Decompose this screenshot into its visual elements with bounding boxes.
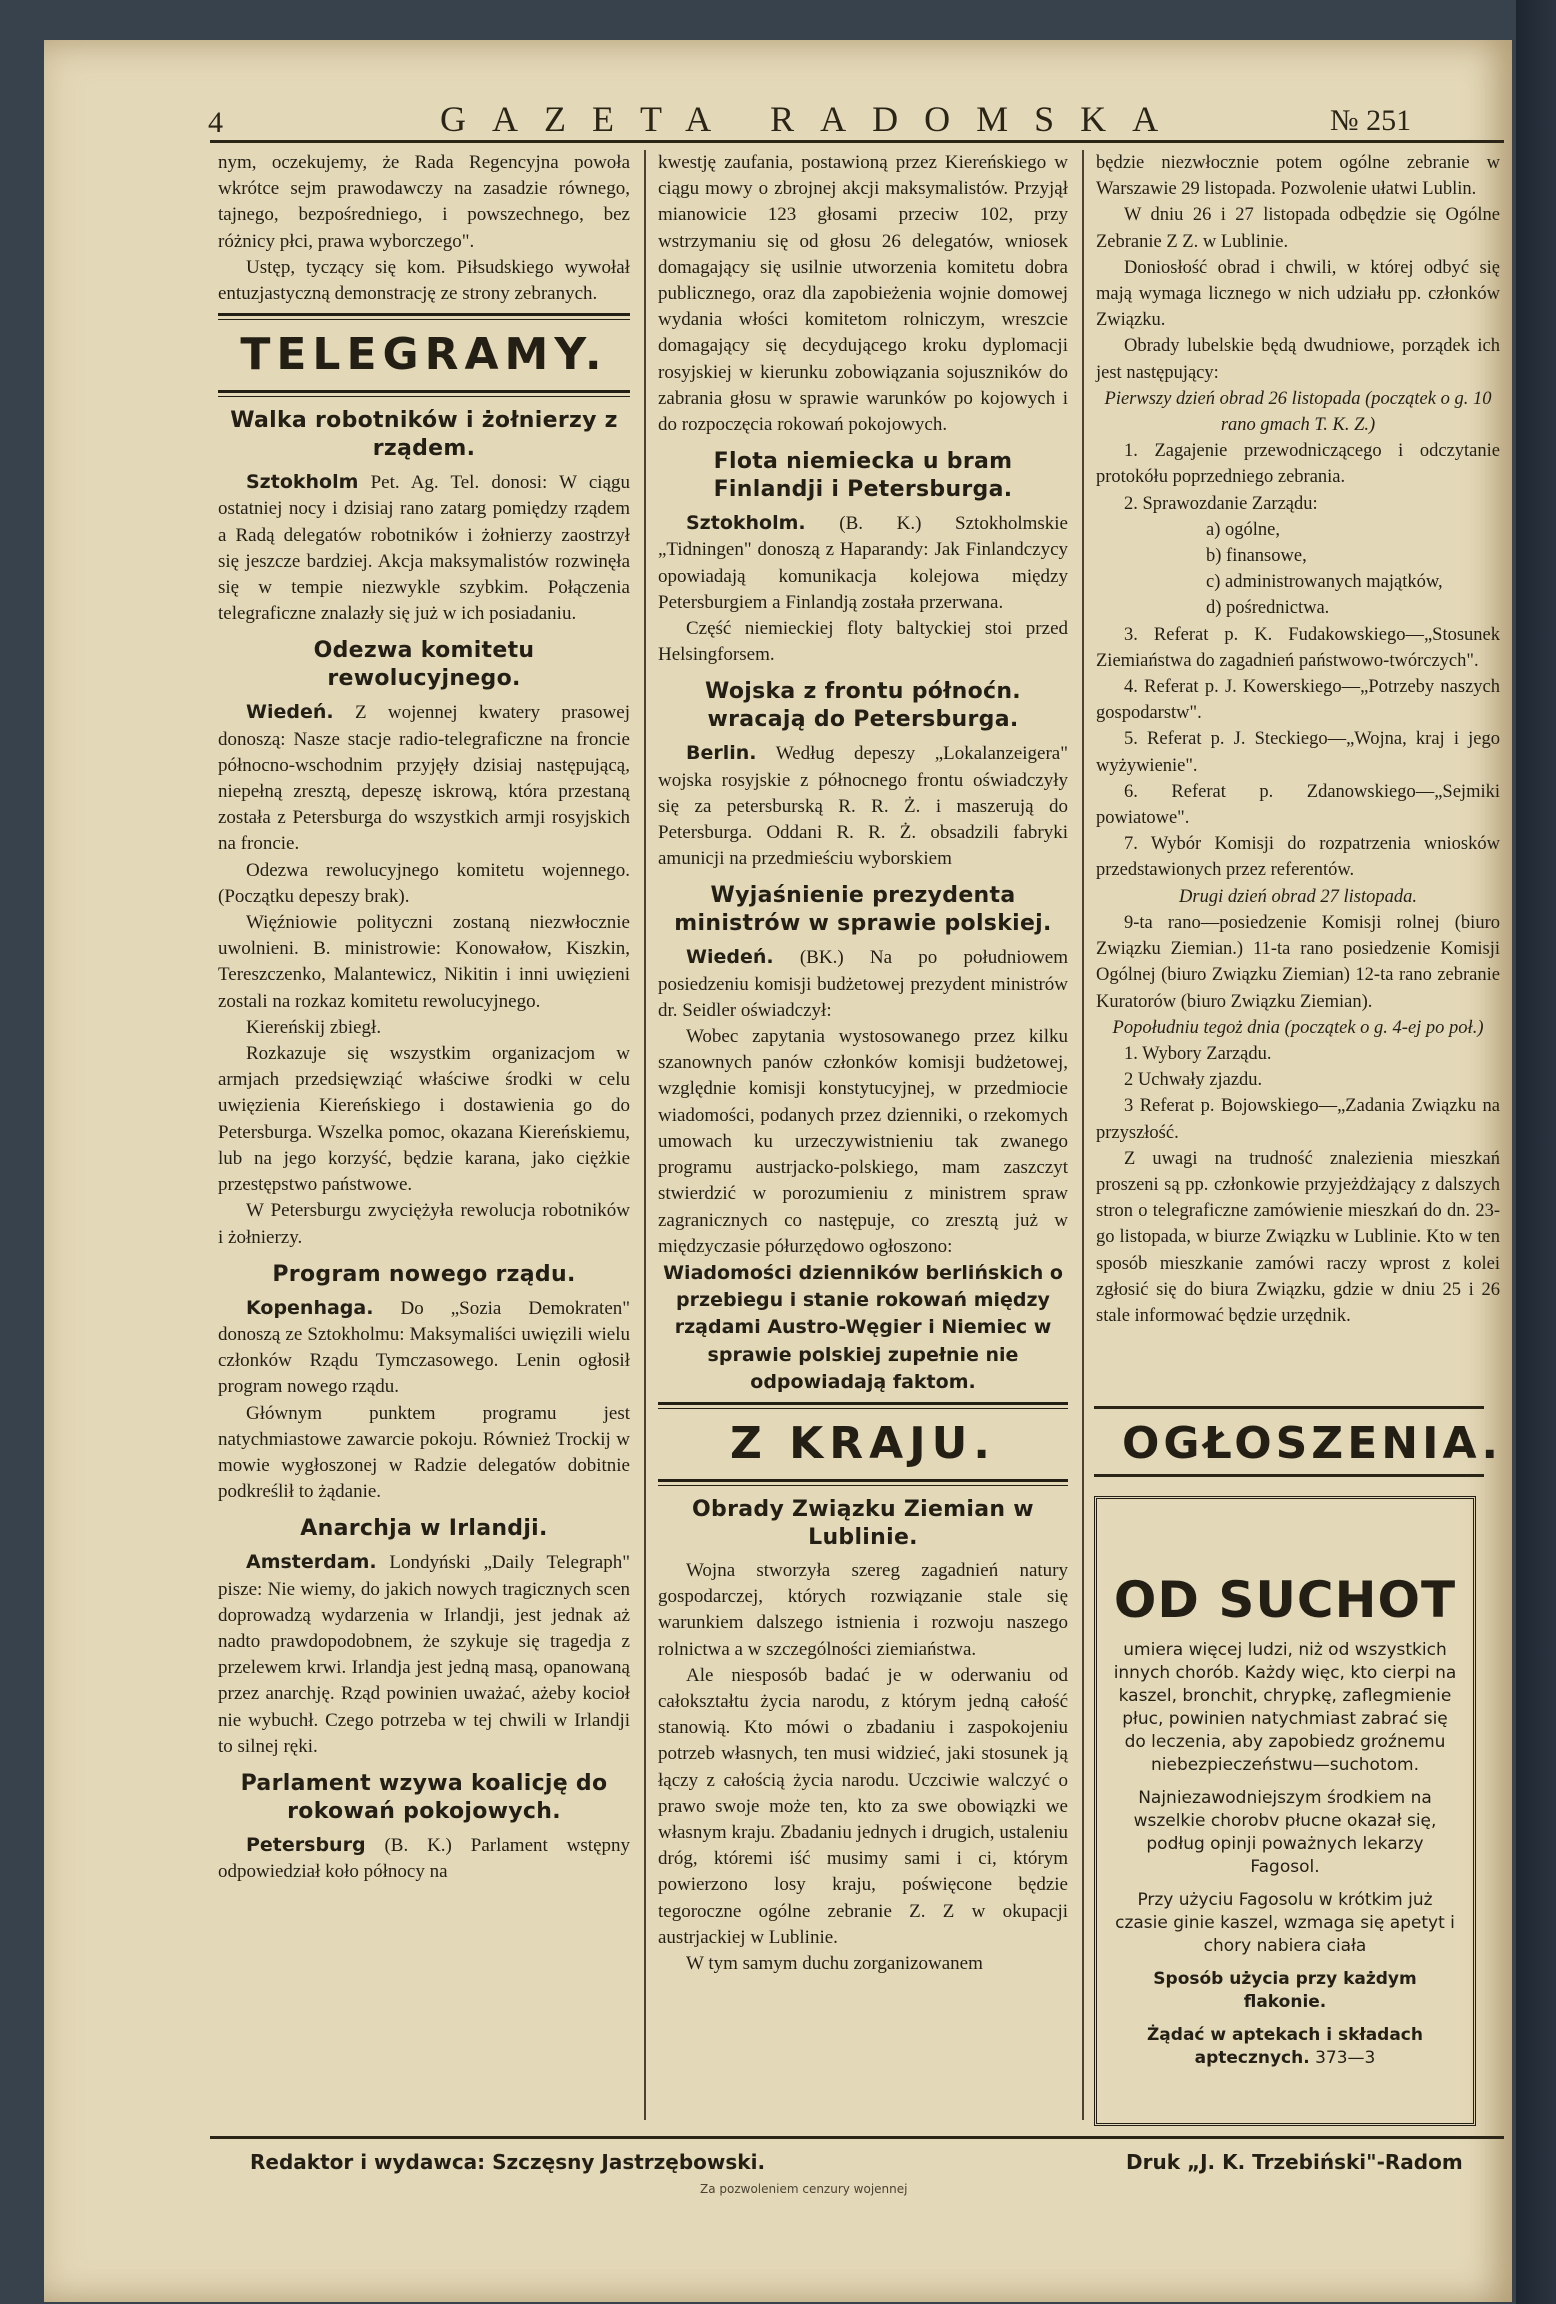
issue-number: № 251 [1330, 104, 1412, 137]
article-text: W dniu 26 i 27 listopada odbędzie się Ogólne Zebranie Z Z. w Lublinie. [1096, 205, 1500, 252]
agenda-day-2: Drugi dzień obrad 27 listopada. [1179, 886, 1417, 907]
advertisement-fagosol [1094, 1496, 1476, 2126]
column-divider-2 [1082, 150, 1084, 2120]
agenda-item: 3. Referat p. K. Fudakowskiego—„Stosunek Ziemiaństwa do zagadnień państwowo-twórczych". [1096, 624, 1500, 671]
article-text: Rozkazuje się wszystkim organizacjom w armjach przedsięwziąć właściwe środki w celu uwięzienia Kiereńskiego i dostawienia go do Petersburga. Wszelka pomoc, okazana Kiereńskiemu, lub na jego korzyść, będzie karana, jako ciężkie przestępstwo państwowe. [218, 1043, 630, 1196]
ad-text: umiera więcej ludzi, niż od wszystkich innych chorób. Każdy więc, kto cierpi na kaszel, bronchit, chrypkę, zaflegmienie płuc, powinien natychmiast zabrać się do leczenia, aby zapobiedz groźnemu niebezpieczeństwu—suchotom. [1113, 1640, 1457, 1775]
dateline: Sztokholm [246, 471, 359, 494]
ad-text: Przy użyciu Fagosolu w krótkim już czasie ginie kaszel, wzmaga się apetyt i chory nabiera ciała [1115, 1890, 1455, 1956]
ad-code: 373—3 [1315, 2048, 1376, 2068]
article-title: Flota niemiecka u bram Finlandji i Petersburga. [713, 449, 1013, 503]
censor-note: Za pozwoleniem cenzury wojennej [700, 2182, 908, 2196]
article-text: Wojna stworzyła szereg zagadnień natury gospodarczej, których rozwiązanie stale się warunkiem dalszego istnienia i rozwoju naszego rolnictwa a w szczególności ziemiaństwa. [658, 1559, 1068, 1660]
footer-rule [210, 2136, 1504, 2139]
article-text: Do „Sozia Demokraten" donoszą ze Sztokholmu: Maksymaliści uwięzili wielu członków Rządu Tymczasowego. Lenin ogłosił program nowego rządu. [218, 1297, 631, 1398]
ad-text-bold: Sposób użycia przy każdym flakonie. [1153, 1969, 1417, 2012]
article-title: Wyjaśnienie prezydenta ministrów w sprawie polskiej. [674, 883, 1052, 937]
agenda-day-1: Pierwszy dzień obrad 26 listopada (początek o g. 10 rano gmach T. K. Z.) [1104, 388, 1492, 436]
ad-title: OD SUCHOT [1113, 1571, 1457, 1629]
column-1 [218, 150, 630, 1885]
agenda-item: 1. Wybory Zarządu. [1124, 1043, 1272, 1064]
agenda-subitem: a) ogólne, [1206, 519, 1280, 540]
article-text: będzie niezwłocznie potem ogólne zebranie w Warszawie 29 listopada. Pozwolenie ułatwi Lublin. [1096, 153, 1500, 200]
article-text: Głównym punktem programu jest natychmiastowe zawarcie pokoju. Również Trockij w mowie wygłoszonej w Radzie delegatów dobitnie podkreślił to żądanie. [218, 1402, 630, 1503]
article-text: Obrady lubelskie będą dwudniowe, porządek ich jest następujący: [1096, 336, 1500, 383]
agenda-item: 1. Zagajenie przewodniczącego i odczytanie protokółu poprzedniego zebrania. [1096, 441, 1500, 488]
dateline: Kopenhaga. [246, 1296, 374, 1319]
article-title: Program nowego rządu. [272, 1261, 576, 1287]
column-divider-1 [644, 150, 646, 2120]
article-text: Część niemieckiej floty baltyckiej stoi przed Helsingforsem. [658, 618, 1068, 666]
article-title: Odezwa komitetu rewolucyjnego. [313, 638, 535, 692]
dateline: Wiedeń. [246, 701, 334, 724]
article-text: W tym samym duchu zorganizowanem [686, 1952, 983, 1974]
double-rule [658, 1479, 1068, 1486]
agenda-item: 7. Wybór Komisji do rozpatrzenia wniosków przedstawionych przez referentów. [1096, 834, 1500, 881]
column-2 [658, 150, 1068, 1977]
page-header [0, 64, 1468, 139]
ads-rule-top [1094, 1406, 1484, 1409]
article-title: Anarchja w Irlandji. [300, 1516, 548, 1542]
article-text: (B. K.) Parlament wstępny odpowiedział koło północy na [218, 1834, 631, 1883]
dateline: Petersburg [246, 1833, 366, 1856]
article-title: Obrady Związku Ziemian w Lublinie. [692, 1496, 1034, 1550]
section-telegramy: TELEGRAMY. [240, 329, 608, 381]
article-text: Według depeszy „Lokalanzeigera" wojska rosyjskie z północnego frontu oświadczyły się za petersburską R. R. Ż. i maszerują do Petersburga. Oddani R. R. Ż. obsadzili fabryki amunicji na przedmieściu wyborskiem [658, 743, 1068, 870]
article-text: Kiereńskij zbiegł. [246, 1016, 382, 1038]
intro-text: nym, oczekujemy, że Rada Regencyjna powoła wkrótce sejm prawodawczy na zasadzie równego, tajnego, bezpośredniego, i powszechnego, bez różnicy płci, prawa wyborczego". [218, 152, 630, 252]
agenda-item: 6. Referat p. Zdanowskiego—„Sejmiki powiatowe". [1096, 781, 1500, 829]
article-text: Londyński „Daily Telegraph" pisze: Nie wiemy, do jakich nowych tragicznych scen doprowadzą wydarzenia w Irlandji, jest jednak aż nadto prawdopodobnem, że szykuje się tragedja z przelewem krwi. Irlandja jest jedną masą, opanowaną przez anarchję. Rząd powinien uważać, ażeby kocioł nie wybuchł. Czego potrzeba w tej chwili w Irlandji to silnej ręki. [218, 1552, 630, 1757]
article-title: Walka robotników i żołnierzy z rządem. [230, 408, 618, 462]
ads-rule-bottom [1094, 1474, 1484, 1477]
paper-title: GAZETA RADOMSKA [440, 99, 1185, 139]
agenda-subitem: b) finansowe, [1206, 546, 1307, 567]
ad-text: Najniezawodniejszym środkiem na wszelkie chorobv płucne okazał się, podług opinji poważnych lekarzy Fagosol. [1133, 1788, 1437, 1877]
agenda-item: 3 Referat p. Bojowskiego—„Zadania Związku na przyszłość. [1096, 1096, 1500, 1143]
article-text: Wobec zapytania wystosowanego przez kilku szanownych panów członków komisji budżetowej, względnie komisji konstytucyjnej, w przedmiocie wiadomości, podanych przez dzienniki, o rzekomych umowach ku urzeczywistnieniu tak zwanego programu austrjacko-polskiego, mam zaszczyt stwierdzić w porozumieniu z ministrem spraw zagranicznych co następuje, co zresztą już w międzyczasie półurzędowo ogłoszono: [658, 1026, 1068, 1257]
article-title: Wojska z frontu półnoćn. wracają do Petersburga. [705, 679, 1021, 733]
article-text: kwestję zaufania, postawioną przez Kiereńskiego w ciągu mowy o zbrojnej akcji maksymalistów. Przyjął mianowicie 123 głosami przeciw 102, przy wstrzymaniu się od głosu 26 delegatów, wniosek domagający się usilnie utworzenia komitetu dobra publicznego, oraz dla zapobieżenia wojnie domowej wydania włości komitetom rolniczym, wreszcie domagający się decydującego kroku dyplomacji rosyjskiej w kierunku zobowiązania sojuszników do zabrania głosu w sprawie warunków po kojowych i do rozpoczęcia rokowań pokojowych. [658, 152, 1068, 436]
article-title: Parlament wzywa koalicję do rokowań pokojowych. [240, 1770, 608, 1824]
editor-credit: Redaktor i wydawca: Szczęsny Jastrzębowski. [250, 2150, 766, 2174]
article-text: Ale niesposób badać je w oderwaniu od całokształtu życia narodu, z którym jedną całość stanowią. Kto mówi o zbadaniu i zaspokojeniu potrzeb własnych, ten musi widzieć, jaki stosunek ją łączy z całością życia narodu. Uczciwie walczyć o prawo swoje może ten, kto za swe obowiązki we własnym kraju. Zbadaniu jednych i drugich, ustaleniu dróg, któremi iść musimy sami i ci, którym powierzono losy kraju, poświęcone będzie tegoroczne ogólne zebranie Z. Z w okupacji austrjackiej w Lublinie. [658, 1664, 1068, 1948]
double-rule [658, 1402, 1068, 1409]
agenda-subitems [1096, 517, 1500, 622]
ads-heading: OGŁOSZENIA. [1122, 1418, 1503, 1469]
article-text: (BK.) Na po południowem posiedzeniu komisji budżetowej prezydent ministrów dr. Seidler oświadczył: [658, 947, 1069, 1021]
agenda-subitem: c) administrowanych majątków, [1206, 572, 1443, 593]
column-3 [1096, 150, 1500, 1329]
page-number: 4 [208, 106, 223, 139]
article-text: W Petersburgu zwyciężyła rewolucja robotników i żołnierzy. [218, 1200, 630, 1248]
agenda-item: 4. Referat p. J. Kowerskiego—„Potrzeby naszych gospodarstw". [1096, 677, 1500, 724]
dateline: Sztokholm. [686, 512, 806, 535]
article-text: Doniosłość obrad i chwili, w której odbyć się mają wymaga licznego w nich udziału pp. członków Związku. [1096, 257, 1500, 331]
agenda-item: 5. Referat p. J. Steckiego—„Wojna, kraj i jego wyżywienie". [1096, 729, 1500, 776]
article-text: Z wojennej kwatery prasowej donoszą: Nasze stacje radio-telegraficzne na froncie północno-wschodnim przyjęły dzisiaj następującą, niepełną zresztą, depeszę iskrową, która przestaną została z Petersburga do wszystkich armji rosyjskich na froncie. [218, 702, 630, 855]
agenda-subitem: d) pośrednictwa. [1206, 598, 1330, 619]
intro-text-2: Ustęp, tyczący się kom. Piłsudskiego wywołał entuzjastyczną demonstrację ze strony zebranych. [218, 256, 630, 305]
agenda-item: 2 Uchwały zjazdu. [1124, 1070, 1263, 1091]
dateline: Wiedeń. [686, 946, 774, 969]
article-text: Więźniowie polityczni zostaną niezwłocznie uwolnieni. B. ministrowie: Konowałow, Kiszkin, Tereszczenko, Malantewicz, Nikitin i inni uwięzieni zostali na rozkaz komitetu rewolucyjnego. [218, 912, 630, 1012]
header-rule [210, 140, 1504, 143]
printer-credit: Druk „J. K. Trzebiński"-Radom [1126, 2150, 1463, 2174]
article-text-bold: Wiadomości dzienników berlińskich o przebiegu i stanie rokowań między rządami Austro-Węgier i Niemiec w sprawie polskiej zupełnie nie odpowiadają faktom. [663, 1261, 1063, 1393]
dateline: Berlin. [686, 742, 757, 765]
article-text: (B. K.) Sztokholmskie „Tidningen" donoszą z Haparandy: Jak Finlandczycy opowiadają komunikacja kolejowa między Petersburgiem a Finlandją została przerwana. [658, 513, 1068, 613]
double-rule [218, 390, 630, 397]
agenda-afternoon: Popołudniu tegoż dnia (początek o g. 4-ej po poł.) [1112, 1017, 1484, 1038]
ad-text-bold: Żądać w aptekach i składach aptecznych. [1146, 2025, 1423, 2068]
article-text: Odezwa rewolucyjnego komitetu wojennego. (Początku depeszy brak). [218, 859, 630, 907]
dateline: Amsterdam. [246, 1551, 377, 1574]
book-binding-edge [1516, 0, 1556, 2304]
agenda-item: 9-ta rano—posiedzenie Komisji rolnej (biuro Związku Ziemian.) 11-ta rano posiedzenie Komisji Ogólnej (biuro Związku Ziemian) 12-ta rano zebranie Kuratorów (biuro Związku Ziemian). [1096, 912, 1500, 1012]
agenda-item: 2. Sprawozdanie Zarządu: [1124, 493, 1318, 514]
double-rule [218, 313, 630, 320]
article-text: Pet. Ag. Tel. donosi: W ciągu ostatniej nocy i dzisiaj rano zatarg pomiędzy rządem a Radą delegatów robotników i żołnierzy zaostrzył się jeszcze bardziej. Akcja maksymalistów rozwinęła się w tempie niezwykle szybkim. Połączenia telegraficzne znalazły się już w ich posiadaniu. [218, 472, 630, 625]
section-z-kraju: Z KRAJU. [729, 1417, 997, 1469]
article-text: Z uwagi na trudność znalezienia mieszkań proszeni są pp. członkowie przyjeżdżający z dalszych stron o telegraficzne zamówienie mieszkań do dn. 23-go listopada, w biurze Związku w Lublinie. Kto w ten sposób mieszkanie zamówi raczy wprost z kolei zgłosić się do biura Związku, gdzie w dniu 25 i 26 stale informować będzie urzędnik. [1096, 1148, 1500, 1326]
